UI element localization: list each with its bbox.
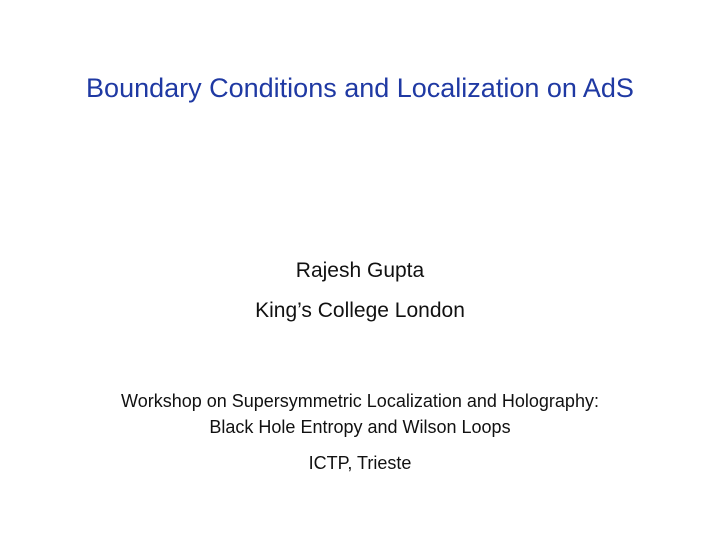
event-title-line-2: Black Hole Entropy and Wilson Loops: [209, 417, 511, 437]
event-title-line-1: Workshop on Supersymmetric Localization and Holography:: [121, 391, 599, 411]
author-affiliation: King’s College London: [255, 299, 465, 322]
slide-title: Boundary Conditions and Localization on AdS: [86, 73, 634, 103]
event-title: [0, 388, 720, 440]
event-venue: ICTP, Trieste: [308, 453, 412, 473]
author-name: Rajesh Gupta: [295, 259, 425, 282]
